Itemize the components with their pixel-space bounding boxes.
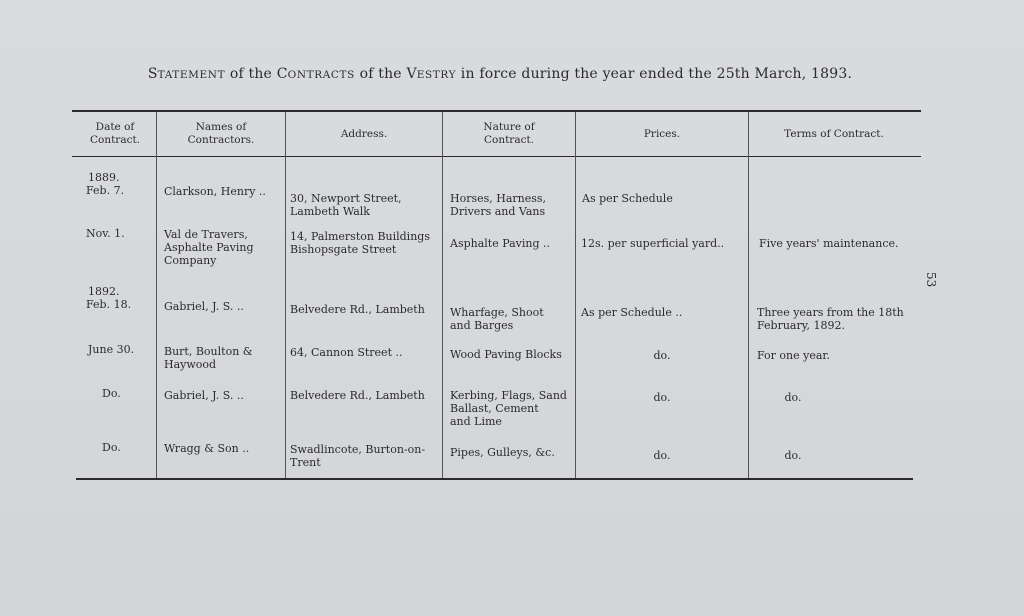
row-contractor: Gabriel, J. S. .. (164, 300, 244, 313)
row-terms: Five years' maintenance. (759, 237, 899, 250)
year-label: 1892. (88, 285, 120, 298)
row-date: Feb. 7. (86, 184, 125, 197)
row-contractor: Clarkson, Henry .. (164, 185, 266, 198)
header-prices: Prices. (643, 127, 681, 140)
row-prices: do. (653, 391, 671, 404)
table-bottom-rule (76, 478, 913, 480)
row-address: 64, Cannon Street .. (290, 346, 403, 359)
row-contractor: Gabriel, J. S. .. (164, 389, 244, 402)
row-terms: do. (784, 391, 802, 404)
page-number: 53 (924, 272, 938, 288)
header-address: Address. (340, 127, 388, 140)
row-contractor: Wragg & Son .. (164, 442, 250, 455)
row-prices: do. (653, 449, 671, 462)
row-nature: Pipes, Gulleys, &c. (450, 446, 555, 459)
header-terms: Terms of Contract. (784, 127, 884, 140)
row-nature: Kerbing, Flags, Sand Ballast, Cement and Lime (450, 389, 567, 428)
row-terms: do. (784, 449, 802, 462)
column-divider (575, 112, 576, 478)
row-date: Nov. 1. (86, 227, 125, 240)
row-prices: As per Schedule .. (581, 306, 683, 319)
row-date: Do. (102, 441, 121, 454)
row-date: Feb. 18. (86, 298, 132, 311)
header-date: Date of Contract. (89, 121, 141, 146)
header-names: Names of Contractors. (187, 121, 255, 146)
page-title: STATEMENT of the CONTRACTS of the VESTRY in force during the year ended the 25th March, 1893. (147, 66, 853, 82)
row-address: 14, Palmerston Buildings Bishopsgate Street (290, 230, 430, 256)
row-nature: Wood Paving Blocks (450, 348, 562, 361)
row-prices: 12s. per superficial yard.. (581, 237, 725, 250)
row-terms: For one year. (757, 349, 830, 362)
row-contractor: Burt, Boulton & Haywood (164, 345, 253, 371)
year-label: 1889. (88, 171, 120, 184)
column-divider (442, 112, 443, 478)
row-address: Belvedere Rd., Lambeth (290, 389, 425, 402)
column-divider (156, 112, 157, 478)
row-prices: As per Schedule (582, 192, 673, 205)
row-prices: do. (653, 349, 671, 362)
row-terms: Three years from the 18th February, 1892. (757, 306, 904, 332)
row-nature: Horses, Harness, Drivers and Vans (450, 192, 547, 218)
row-date: June 30. (88, 343, 135, 356)
row-nature: Wharfage, Shoot and Barges (450, 306, 544, 332)
column-divider (748, 112, 749, 478)
column-divider (285, 112, 286, 478)
row-address: Belvedere Rd., Lambeth (290, 303, 425, 316)
row-address: 30, Newport Street, Lambeth Walk (290, 192, 402, 218)
row-address: Swadlincote, Burton-on- Trent (290, 443, 426, 469)
header-bottom-rule (72, 156, 921, 157)
row-nature: Asphalte Paving .. (450, 237, 551, 250)
header-nature: Nature of Contract. (483, 121, 535, 146)
row-contractor: Val de Travers, Asphalte Paving Company (164, 228, 254, 267)
row-date: Do. (102, 387, 121, 400)
